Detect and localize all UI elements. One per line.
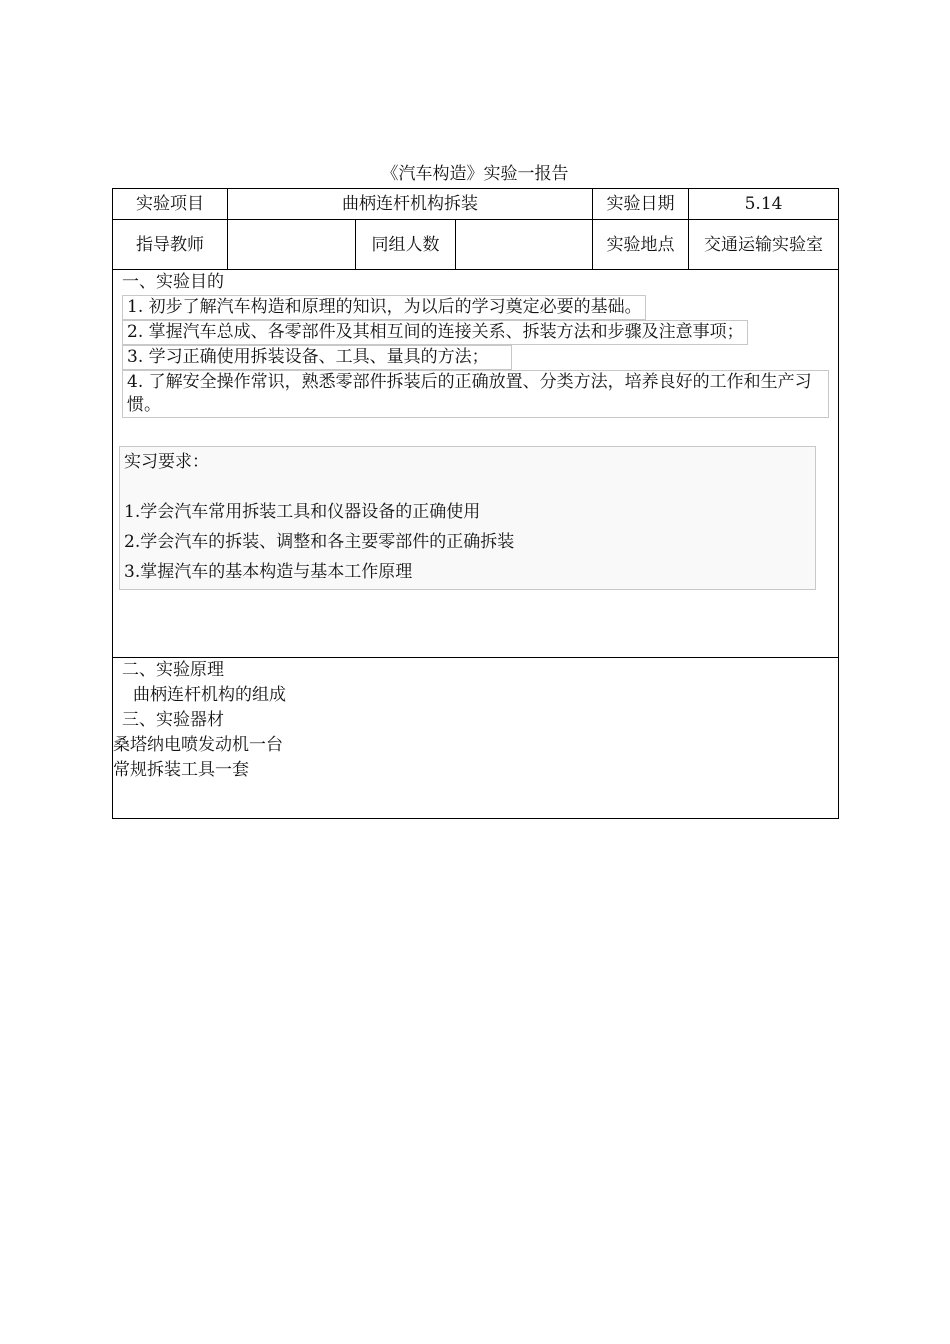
table-row [113,270,839,658]
page-title: 《汽车构造》实验一报告 [381,164,569,184]
report-table [112,188,839,819]
project-value: 曲柄连杆机构拆装 [228,189,593,220]
objectives-section [113,270,839,658]
equipment-heading: 三、实验器材 [122,710,224,730]
objectives-heading: 一、实验目的 [122,272,224,292]
table-row [113,189,839,220]
requirement-item-2: 2.学会汽车的拆装、调整和各主要零部件的正确拆装 [124,532,515,552]
table-row [113,658,839,819]
project-label: 实验项目 [113,189,228,220]
date-label: 实验日期 [593,189,689,220]
principle-heading: 二、实验原理 [122,660,224,680]
teacher-label: 指导教师 [113,220,228,270]
group-value [456,220,593,270]
date-value: 5.14 [689,189,839,220]
principle-content: 曲柄连杆机构的组成 [133,685,286,705]
teacher-value [228,220,356,270]
requirement-item-3: 3.掌握汽车的基本构造与基本工作原理 [124,562,413,582]
requirements-heading: 实习要求： [124,452,209,472]
objective-item-4: 4. 了解安全操作常识，熟悉零部件拆装后的正确放置、分类方法，培养良好的工作和生产习惯。 [122,370,829,418]
equipment-item-2: 常规拆装工具一套 [113,760,249,780]
group-label: 同组人数 [356,220,456,270]
table-row [113,220,839,270]
objective-item-2: 2. 掌握汽车总成、各零部件及其相互间的连接关系、拆装方法和步骤及注意事项； [122,320,748,345]
location-value: 交通运输实验室 [689,220,839,270]
objective-item-3: 3. 学习正确使用拆装设备、工具、量具的方法； [122,345,512,370]
requirement-item-1: 1.学会汽车常用拆装工具和仪器设备的正确使用 [124,502,481,522]
objective-item-1: 1. 初步了解汽车构造和原理的知识，为以后的学习奠定必要的基础。 [122,295,646,320]
equipment-item-1: 桑塔纳电喷发动机一台 [113,735,283,755]
location-label: 实验地点 [593,220,689,270]
principle-equipment-section [113,658,839,819]
requirements-box [119,446,816,590]
